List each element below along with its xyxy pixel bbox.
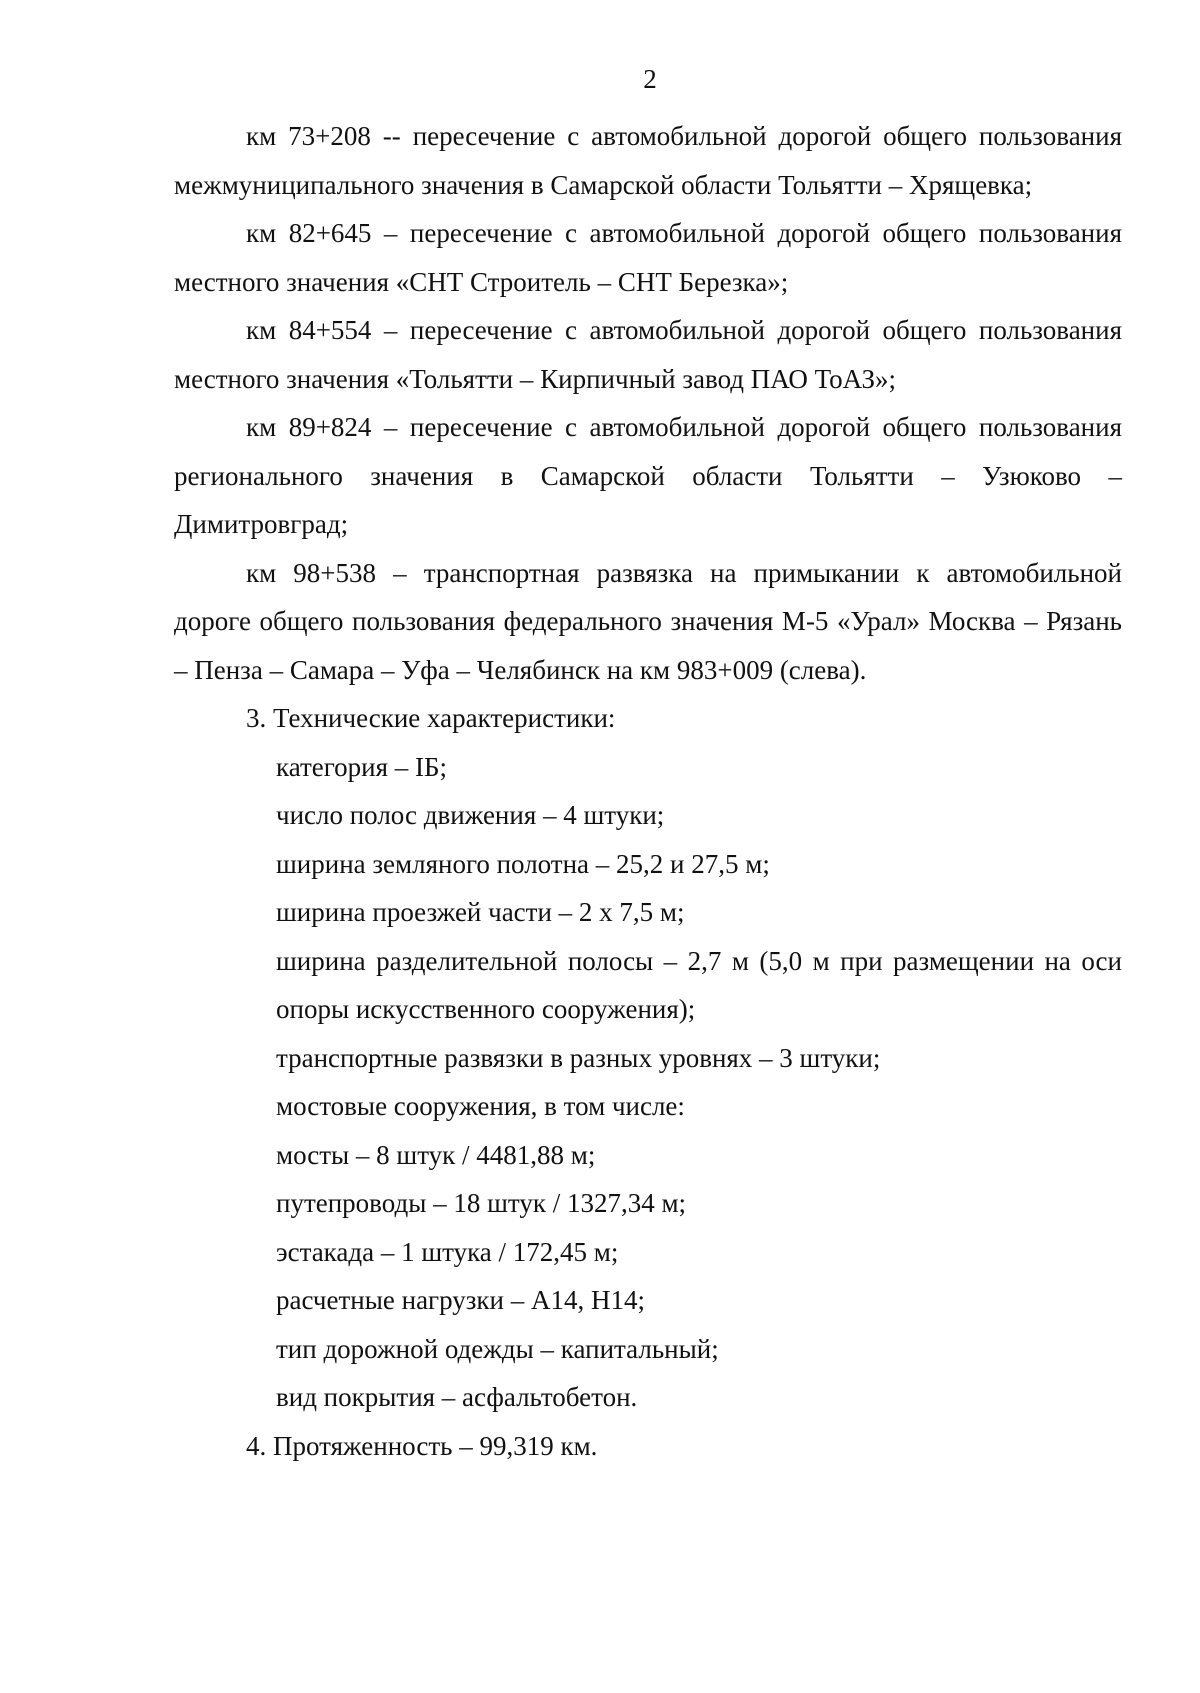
paragraph-km-82: км 82+645 – пересечение с автомобильной дорогой общего пользования местного значения «СНТ Строитель – СНТ Березка»; — [174, 218, 1122, 297]
spec-category: категория – IБ; — [276, 751, 448, 782]
paragraph-km-98: км 98+538 – транспортная развязка на примыкании к автомобильной дороге общего пользования федерального значения М-5 «Урал» Москва – Рязань – Пенза – Самара – Уфа – Челябинск на км 983+009 (слева). — [174, 557, 1122, 685]
spec-design-loads: расчетные нагрузки – А14, Н14; — [276, 1285, 645, 1315]
spec-median-width: ширина разделительной полосы – 2,7 м (5,0 м при размещении на оси опоры искусственного сооружения); — [276, 945, 1122, 1024]
page-number: 2 — [643, 64, 657, 94]
spec-overpasses: путепроводы – 18 штук / 1327,34 м; — [276, 1188, 687, 1218]
spec-pavement-type: тип дорожной одежды – капитальный; — [276, 1333, 719, 1364]
spec-bridges: мосты – 8 штук / 4481,88 м; — [276, 1139, 596, 1170]
spec-bridge-structures: мостовые сооружения, в том числе: — [276, 1091, 685, 1121]
paragraph-km-73: км 73+208 -- пересечение с автомобильной дорогой общего пользования межмуниципального значения в Самарской области Тольятти – Хрящевка; — [174, 121, 1122, 200]
spec-viaduct: эстакада – 1 штука / 172,45 м; — [276, 1236, 619, 1267]
document-body — [174, 112, 1122, 1470]
section-3-heading: 3. Технические характеристики: — [246, 703, 616, 733]
spec-roadbed-width: ширина земляного полотна – 25,2 и 27,5 м; — [276, 848, 770, 879]
section-4-heading: 4. Протяженность – 99,319 км. — [246, 1430, 598, 1461]
spec-interchanges: транспортные развязки в разных уровнях – 3 штуки; — [276, 1042, 881, 1073]
spec-surface-type: вид покрытия – асфальтобетон. — [276, 1382, 638, 1412]
spec-lanes: число полос движения – 4 штуки; — [276, 800, 665, 830]
spec-carriageway-width: ширина проезжей части – 2 х 7,5 м; — [276, 897, 685, 927]
paragraph-km-89: км 89+824 – пересечение с автомобильной дорогой общего пользования регионального значения в Самарской области Тольятти – Узюково – Димитровград; — [174, 412, 1122, 539]
paragraph-km-84: км 84+554 – пересечение с автомобильной дорогой общего пользования местного значения «Тольятти – Кирпичный завод ПАО ТоАЗ»; — [174, 315, 1122, 394]
